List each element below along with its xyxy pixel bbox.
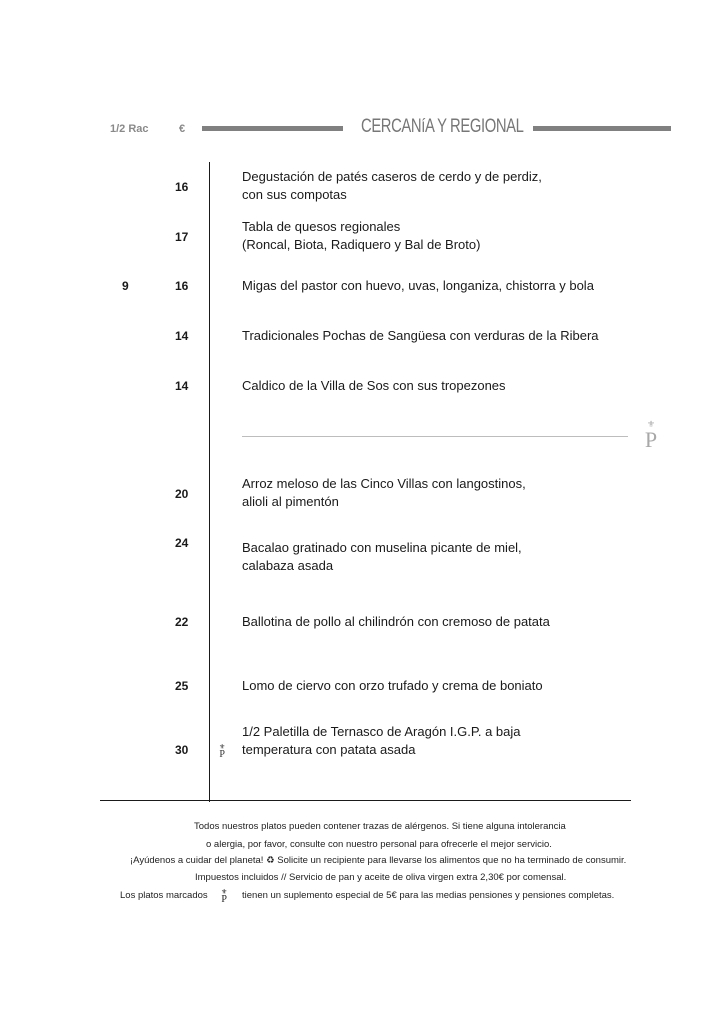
header-bar-left <box>202 126 343 131</box>
item-line: alioli al pimentón <box>242 494 339 509</box>
supplement-mark-icon: ⚜ P <box>219 743 226 760</box>
item-line: Arroz meloso de las Cinco Villas con langostinos, <box>242 476 526 491</box>
item-line: Caldico de la Villa de Sos con sus tropezones <box>242 378 506 393</box>
item-price: 30 <box>175 743 189 757</box>
item-line: Lomo de ciervo con orzo trufado y crema de boniato <box>242 678 543 693</box>
item-line: (Roncal, Biota, Radiquero y Bal de Broto) <box>242 237 481 252</box>
allergen-note-line2: o alergia, por favor, consulte con nuestro personal para ofrecerle el mejor servicio. <box>206 839 552 850</box>
logo-letter: P <box>644 427 658 452</box>
item-description <box>242 168 642 204</box>
column-header-currency: € <box>179 123 186 135</box>
item-price: 20 <box>175 487 189 501</box>
item-description <box>242 327 642 345</box>
item-half-price: 9 <box>122 279 129 293</box>
item-description <box>242 277 642 295</box>
item-line: Tradicionales Pochas de Sangüesa con verduras de la Ribera <box>242 328 599 343</box>
item-line: calabaza asada <box>242 558 334 573</box>
section-separator <box>242 436 628 437</box>
item-description <box>242 539 642 575</box>
item-description <box>242 723 642 759</box>
item-line: Ballotina de pollo al chilindrón con cremoso de patata <box>242 614 550 629</box>
item-price: 16 <box>175 180 189 194</box>
supplement-note-start: Los platos marcados <box>120 890 208 901</box>
item-line: con sus compotas <box>242 187 347 202</box>
taxes-note: Impuestos incluidos // Servicio de pan y aceite de oliva virgen extra 2,30€ por comensal. <box>195 872 567 883</box>
menu-bottom-rule <box>100 800 631 801</box>
item-description <box>242 218 642 254</box>
header-bar-right <box>533 126 671 131</box>
item-price: 14 <box>175 329 189 343</box>
item-line: temperatura con patata asada <box>242 742 416 757</box>
item-description <box>242 613 642 631</box>
item-line: Degustación de patés caseros de cerdo y de perdiz, <box>242 169 542 184</box>
item-description <box>242 475 642 511</box>
item-description <box>242 377 642 395</box>
allergen-note-line1: Todos nuestros platos pueden contener trazas de alérgenos. Si tiene alguna intolerancia <box>194 821 566 832</box>
section-title: CERCANíA Y REGIONAL <box>361 116 524 137</box>
price-column-divider <box>209 162 210 802</box>
crown-icon: ⚜ <box>646 419 656 429</box>
item-price: 25 <box>175 679 189 693</box>
item-line: Bacalao gratinado con muselina picante de miel, <box>242 540 522 555</box>
planet-note: ¡Ayúdenos a cuidar del planeta! ♻ Solicite un recipiente para llevarse los alimentos que no ha terminado de consumir. <box>130 855 627 866</box>
column-header-half-ration: 1/2 Rac <box>110 123 149 135</box>
item-description <box>242 677 642 695</box>
brand-logo <box>640 420 662 451</box>
supplement-note-end: tienen un suplemento especial de 5€ para las medias pensiones y pensiones completas. <box>242 890 615 901</box>
item-price: 16 <box>175 279 189 293</box>
supplement-mark-icon: ⚜ P <box>221 888 228 905</box>
item-line: 1/2 Paletilla de Ternasco de Aragón I.G.P. a baja <box>242 724 521 739</box>
item-line: Migas del pastor con huevo, uvas, longaniza, chistorra y bola <box>242 278 594 293</box>
item-price: 22 <box>175 615 189 629</box>
item-line: Tabla de quesos regionales <box>242 219 401 234</box>
item-price: 24 <box>175 536 189 550</box>
item-price: 14 <box>175 379 189 393</box>
item-price: 17 <box>175 230 189 244</box>
